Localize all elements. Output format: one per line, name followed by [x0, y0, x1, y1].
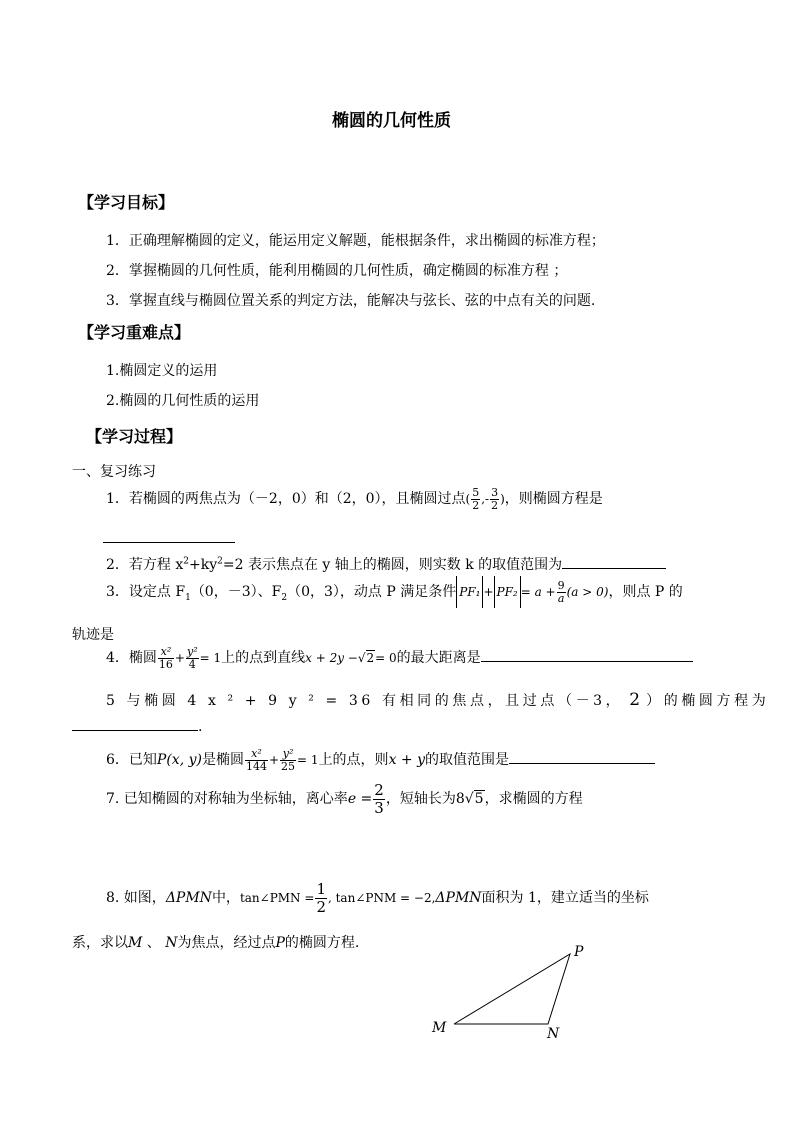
label-m: M	[432, 1020, 447, 1036]
question-4: 4．椭圆 $\frac{\text{x²}}{16}$ + $\frac{\text{y²}}{4}$ = 1上的点到直线x + 2y −√2= 0的最大距离是	[106, 642, 693, 674]
section-goals: 【学习目标】	[78, 193, 175, 212]
question-2: 2．若方程 $x^2+ky^2=2$ 表示焦点在 y 轴上的椭圆，则实数 k 的取值范围为	[106, 554, 666, 574]
question-6: 6．已知P(x, y)是椭圆 $\frac{\text{x²}}{144}$ + $\frac{\text{y²}}{25}$ = 1上的点，则x + y的取值范围是	[106, 744, 655, 776]
key-point-1: 1.椭圆定义的运用	[106, 363, 218, 379]
answer-blank-6	[509, 749, 655, 764]
question-3: 3．设定点 $F_1(0$，－3）、$F_2(0$，3），动点 P 满足条件 PF₁ + PF₂ = a + $\frac{9}{a}$ (a > 0)，则点 P 的	[106, 576, 683, 614]
question-7: 7. 已知椭圆的对称轴为坐标轴，离心率e = $\frac{2}{3}$ ，短轴长为8√5，求椭圆的方程	[106, 780, 583, 817]
answer-blank-2	[562, 554, 666, 569]
section-key-points: 【学习重难点】	[78, 323, 191, 342]
goal-3: 3．掌握直线与椭圆位置关系的判定方法，能解决与弦长、弦的中点有关的问题.	[106, 293, 596, 309]
answer-blank-4	[481, 647, 693, 662]
goal-2: 2．掌握椭圆的几何性质，能利用椭圆的几何性质，确定椭圆的标准方程 ；	[106, 263, 568, 279]
section-process: 【学习过程】	[86, 427, 183, 446]
key-point-2: 2.椭圆的几何性质的运用	[106, 393, 260, 409]
page-title: 椭圆的几何性质	[332, 111, 451, 131]
question-1: 1．若椭圆的两焦点为（－2，0）和（2，0），且椭圆过点( $\frac{5}{2}$ ,- $\frac{3}{2}$ )，则椭圆方程是	[106, 485, 603, 512]
triangle-figure	[420, 940, 600, 1044]
part-1-heading: 一、复习练习	[72, 464, 156, 480]
answer-blank-5	[72, 716, 198, 731]
triangle-pmn	[454, 954, 570, 1024]
question-8: 8. 如图，ΔPMN中，tan∠PMN = $\frac{1}{2}$ , tan∠PNM = −2,ΔPMN面积为 1，建立适当的坐标	[106, 879, 649, 916]
question-5: 5 与椭圆 4 x ² + 9 y ² = 36 有相同的焦点，且过点（－3， 2 ）的椭圆方程为	[106, 690, 770, 710]
question-8-continuation: 系，求以M 、 N为焦点，经过点P的椭圆方程.	[72, 935, 360, 951]
question-3-continuation: 轨迹是	[72, 627, 114, 643]
goal-1: 1．正确理解椭圆的定义，能运用定义解题，能根据条件，求出椭圆的标准方程；	[106, 233, 605, 249]
answer-blank-1	[103, 528, 235, 543]
label-p: P	[574, 944, 584, 960]
label-n: N	[547, 1026, 560, 1042]
question-5-answer-line: .	[72, 716, 202, 735]
